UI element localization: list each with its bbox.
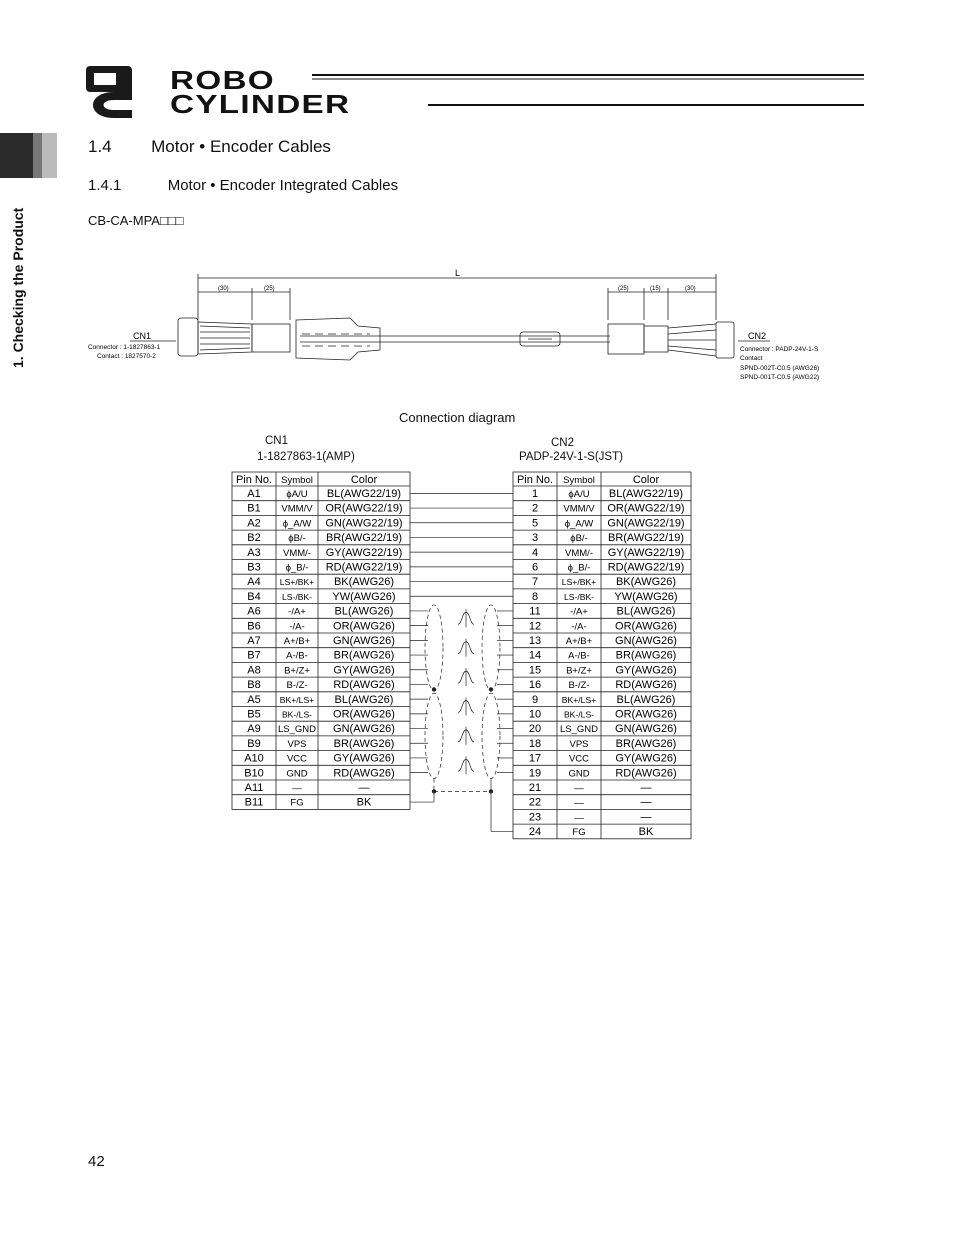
cn2-color-cell: GY(AWG22/19) [607,546,685,559]
cn2-symbol-cell: FG [572,827,586,839]
cn1-pin-cell: A10 [244,752,264,765]
cn1-pin-cell: A9 [247,723,261,736]
cn1-color-cell: GY(AWG26) [333,752,395,765]
subsection-title: Motor • Encoder Integrated Cables [167,177,399,194]
cn1-pin-cell: A7 [247,635,261,647]
connection-diagram-title: Connection diagram [399,410,516,425]
cn2-color-cell: GN(AWG26) [615,723,677,736]
cn2-symbol-cell: ϕB/- [570,533,588,545]
cn1-color-cell: BL(AWG26) [334,605,394,618]
cn2-pin-cell: 8 [531,590,539,603]
cn2-pin-cell: 3 [531,532,539,545]
cn2-pin-cell: 4 [531,546,539,559]
cn1-color-cell: YW(AWG26) [332,590,396,603]
cn1-part-number: 1-1827863-1(AMP) [257,451,355,463]
cn2-color-cell: BR(AWG26) [615,737,677,750]
cn2-pin-no-header: Pin No. [516,474,554,486]
cn1-pin-no-header: Pin No. [235,474,273,486]
cn1-color-cell: OR(AWG26) [333,620,395,633]
cn2-color-cell: BL(AWG22/19) [608,488,684,500]
cn2-symbol-cell: A+/B+ [565,636,593,647]
cn2-color-cell: — [640,782,652,794]
cn1-symbol-cell: -/A+ [288,606,306,618]
cn2-color-cell: GY(AWG26) [615,752,677,765]
cn1-color-cell: GY(AWG22/19) [325,546,403,559]
cn1-symbol-cell: A-/B- [286,650,308,662]
cn2-contact-spec-2: SPND-001T-C0.5 (AWG22) [740,374,820,381]
cn2-color-cell: — [640,796,652,809]
cn2-pin-cell: 18 [528,737,542,750]
right-dim-25: (25) [618,286,629,292]
cn1-symbol-cell: B+/Z+ [284,665,310,677]
cn1-symbol-cell: VMM/- [283,547,311,559]
cable-model-number: CB-CA-MPA□□□ [88,213,184,228]
cn1-pin-cell: A1 [247,488,261,500]
cn1-symbol-cell: — [292,783,302,794]
cn1-color-cell: BR(AWG26) [333,737,395,750]
cn2-contact-spec-1: SPND-002T-C0.5 (AWG26) [740,365,820,372]
cn2-color-cell: GN(AWG26) [615,635,677,647]
cn1-pin-cell: B5 [247,708,261,721]
cn1-color-cell: OR(AWG22/19) [325,502,403,515]
cn1-pin-cell: B2 [247,532,261,545]
cn2-symbol-cell: -/A+ [570,606,588,618]
cn2-title: CN2 [551,437,575,449]
cn2-pin-cell: 17 [528,752,542,765]
cn2-symbol-cell: B+/Z+ [566,665,592,677]
cn2-pin-table [513,472,691,839]
page-number: 42 [88,1153,105,1170]
cn2-color-cell: RD(AWG22/19) [607,561,685,574]
cn1-pin-cell: A5 [247,693,261,706]
cn1-drawing-label: CN1 [133,331,152,341]
right-dim-15: (15) [650,286,661,292]
cn2-pin-cell: 24 [528,826,542,839]
cn2-pin-cell: 6 [531,561,539,574]
cn2-color-cell: — [640,811,652,824]
cn1-color-cell: GN(AWG26) [333,723,395,736]
cn1-title: CN1 [265,435,289,447]
cn2-pin-cell: 12 [528,620,542,633]
cn2-symbol-cell: BK-/LS- [563,709,595,720]
cn2-symbol-cell: VMM/- [565,547,593,559]
cn1-contact-spec: Contact : 1827570-2 [97,353,156,360]
cn1-symbol-cell: A+/B+ [283,636,311,647]
cn2-pin-cell: 14 [528,649,542,662]
cn2-pin-cell: 1 [531,488,539,500]
cn2-symbol-cell: ϕ_A/W [564,518,594,530]
cn1-pin-cell: B1 [247,502,261,515]
side-section-label: 1. Checking the Product [10,207,26,368]
cn2-symbol-cell: ϕA/U [568,489,590,500]
cn2-symbol-cell: — [574,783,584,794]
cn2-part-number: PADP-24V-1-S(JST) [519,451,623,463]
subsection-number: 1.4.1 [88,177,122,194]
cn2-symbol-cell: LS_GND [559,724,599,736]
cn2-pin-cell: 10 [528,708,542,721]
cn2-symbol-cell: GND [568,768,590,780]
cn2-pin-cell: 2 [531,502,539,515]
cn2-symbol-cell: BK+/LS+ [561,694,597,705]
cn1-pin-cell: B7 [247,649,261,662]
cn1-color-cell: BR(AWG26) [333,649,395,662]
cn2-pin-cell: 20 [528,723,542,736]
cn2-drawing-label: CN2 [748,331,767,341]
cn1-symbol-cell: VPS [287,738,307,750]
cn1-pin-table [232,472,410,809]
cn2-symbol-cell: — [574,812,584,824]
cn1-color-cell: BK(AWG26) [333,576,395,589]
cn1-color-cell: RD(AWG22/19) [325,561,403,574]
cn1-symbol-cell: BK+/LS+ [279,694,315,705]
cn1-color-cell: BR(AWG22/19) [325,532,403,545]
cn2-color-cell: OR(AWG26) [615,620,677,633]
cn1-symbol-cell: ϕ_A/W [282,518,312,530]
cn1-symbol-cell: -/A- [289,621,305,633]
cn1-symbol-cell: LS_GND [277,724,317,736]
cn2-pin-cell: 15 [528,664,542,677]
cn1-symbol-cell: ϕA/U [286,489,308,500]
cn2-pin-cell: 23 [528,811,542,824]
logo-wordmark-robo: ROBO [170,65,275,95]
cn2-symbol-cell: ϕ_B/- [567,562,591,574]
cn1-symbol-header: Symbol [281,475,313,486]
cn1-pin-cell: B6 [247,620,261,633]
cn1-symbol-cell: VCC [286,753,308,765]
section-number: 1.4 [88,137,112,156]
cn1-pin-cell: B3 [247,561,261,574]
length-label: L [455,268,461,278]
cn2-color-cell: BL(AWG26) [616,605,676,618]
cn2-symbol-cell: LS+/BK+ [561,577,597,588]
cn1-symbol-cell: FG [290,797,304,809]
cn2-color-cell: OR(AWG26) [615,708,677,721]
cn2-color-cell: RD(AWG26) [615,767,677,780]
cn2-symbol-cell: VPS [569,738,589,750]
cn1-pin-cell: A4 [247,576,261,589]
cn1-symbol-cell: BK-/LS- [281,709,313,720]
cn2-symbol-cell: A-/B- [568,650,590,662]
cn2-pin-cell: 16 [528,679,542,692]
cn2-color-cell: RD(AWG26) [615,679,677,692]
left-dim-25: (25) [264,286,275,292]
cn2-color-cell: GY(AWG26) [615,664,677,677]
cn2-symbol-header: Symbol [563,475,595,486]
cn1-pin-cell: B4 [247,590,261,603]
cn1-color-cell: RD(AWG26) [333,679,395,692]
cn1-pin-cell: A3 [247,546,261,559]
cn1-pin-cell: A11 [244,782,264,794]
cn1-color-cell: GN(AWG22/19) [325,517,403,530]
cn1-pin-cell: A8 [247,664,261,677]
cn2-color-cell: BK [638,826,654,839]
cn2-contact-label: Contact [740,355,763,362]
cn2-symbol-cell: — [574,797,584,809]
cn1-pin-cell: B9 [247,737,261,750]
cn2-pin-cell: 21 [528,782,542,794]
wire-lines [410,493,513,831]
cn1-symbol-cell: B-/Z- [286,680,308,692]
cn2-color-cell: YW(AWG26) [614,590,678,603]
cn2-color-cell: BL(AWG26) [616,693,676,706]
cn1-color-cell: BL(AWG22/19) [326,488,402,500]
cn1-pin-cell: B8 [247,679,261,692]
cn1-color-cell: — [358,782,370,794]
cn2-color-cell: GN(AWG22/19) [607,517,685,530]
cn1-symbol-cell: LS-/BK- [281,591,313,602]
cn2-color-cell: BR(AWG26) [615,649,677,662]
cn1-symbol-cell: GND [286,768,308,780]
cn1-connector-spec: Connector : 1-1827863-1 [88,344,161,351]
cn2-connector-spec: Connector : PADP-24V-1-S [740,346,819,353]
cn2-symbol-cell: VMM/V [563,503,595,515]
cn1-symbol-cell: ϕ_B/- [285,562,309,574]
logo-wordmark-cylinder: CYLINDER [170,89,351,119]
cn1-color-cell: RD(AWG26) [333,767,395,780]
cn2-pin-cell: 13 [528,635,542,647]
cn1-color-header: Color [350,474,378,486]
cn1-pin-cell: A2 [247,517,261,530]
cn1-pin-cell: A6 [247,605,261,618]
cn1-pin-cell: B10 [244,767,264,780]
cn2-pin-cell: 11 [529,605,541,618]
cn2-symbol-cell: -/A- [571,621,587,633]
cn2-pin-cell: 5 [531,517,539,530]
cn1-symbol-cell: ϕB/- [288,533,306,545]
cn2-pin-cell: 22 [528,796,542,809]
cn1-pin-cell: B11 [244,796,264,809]
cn2-pin-cell: 9 [531,693,539,706]
left-dim-30: (30) [218,286,229,292]
cn2-symbol-cell: VCC [568,753,590,765]
cn1-color-cell: GY(AWG26) [333,664,395,677]
right-dim-30: (30) [685,286,696,292]
cn1-color-cell: BL(AWG26) [334,693,394,706]
cn2-symbol-cell: LS-/BK- [563,591,595,602]
cn2-pin-cell: 7 [531,576,539,589]
cn2-color-cell: BR(AWG22/19) [607,532,685,545]
cn2-color-header: Color [632,474,660,486]
cn2-pin-cell: 19 [528,767,542,780]
cn1-symbol-cell: VMM/V [281,503,313,515]
cn1-color-cell: OR(AWG26) [333,708,395,721]
cn2-color-cell: OR(AWG22/19) [607,502,685,515]
cn1-symbol-cell: LS+/BK+ [279,577,315,588]
cn1-color-cell: BK [356,796,372,809]
cn2-symbol-cell: B-/Z- [568,680,590,692]
cn1-color-cell: GN(AWG26) [333,635,395,647]
section-title: Motor • Encoder Cables [151,137,331,156]
cn2-color-cell: BK(AWG26) [615,576,677,589]
